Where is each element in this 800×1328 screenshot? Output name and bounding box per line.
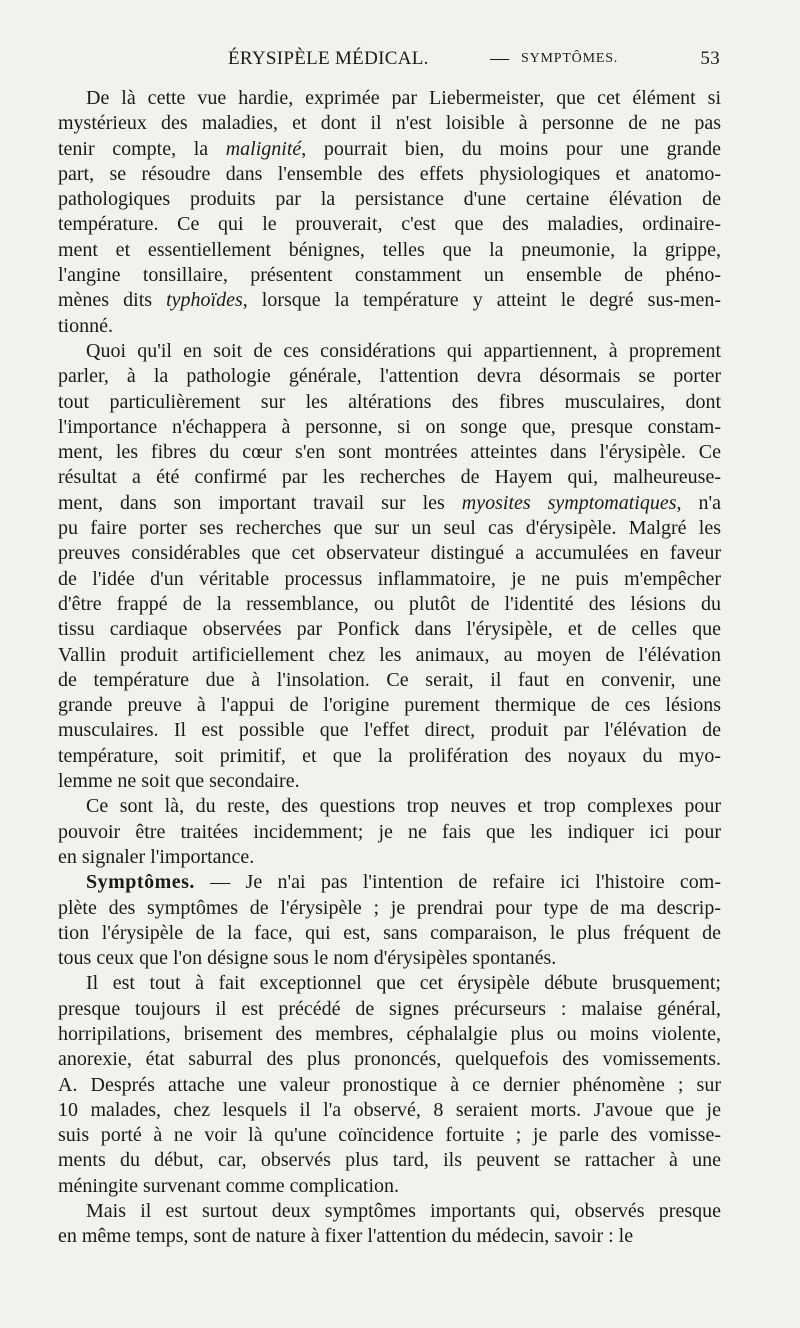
- running-title: ÉRYSIPÈLE MÉDICAL.: [228, 48, 429, 69]
- text-line: en même temps, sont de nature à fixer l'attention du médecin, savoir : le: [58, 1225, 634, 1248]
- text-line: tissu cardiaque observées par Ponfick dans l'érysipèle, et de celles que: [58, 618, 721, 641]
- text-line: l'angine tonsillaire, présentent constamment un ensemble de phéno-: [58, 264, 721, 287]
- text-line: part, se résoudre dans l'ensemble des effets physiologiques et anatomo-: [58, 162, 721, 185]
- text-line: pouvoir être traitées incidemment; je ne fais que les indiquer ici pour: [58, 820, 721, 843]
- text-line: Mais il est surtout deux symptômes importants qui, observés presque: [86, 1200, 721, 1223]
- text-line: tous ceux que l'on désigne sous le nom d'érysipèles spontanés.: [58, 947, 557, 970]
- text-line: température. Ce qui le prouverait, c'est que des maladies, ordinaire-: [58, 213, 721, 236]
- text-line: grande preuve à l'appui de l'origine purement thermique de ces lésions: [58, 694, 721, 717]
- italic-term: myosites symptomatiques: [461, 491, 677, 514]
- text-line: résultat a été confirmé par les recherches de Hayem qui, malheureuse-: [58, 466, 721, 489]
- text-line: ments du début, car, observés plus tard, ils peuvent se rattacher à une: [58, 1149, 721, 1172]
- text-line: parler, à la pathologie générale, l'attention devra désormais se porter: [58, 365, 721, 388]
- running-header: [60, 48, 720, 76]
- text-line: de température due à l'insolation. Ce serait, il faut en convenir, une: [58, 668, 721, 691]
- text-line: De là cette vue hardie, exprimée par Liebermeister, que cet élément si: [86, 87, 721, 109]
- text-line: anorexie, état saburral des plus prononcés, quelquefois des vomissements.: [58, 1048, 721, 1071]
- text-line: A. Després attache une valeur pronostique à ce dernier phénomène ; sur: [58, 1073, 721, 1096]
- text-line: température, soit primitif, et que la prolifération des noyaux du myo-: [58, 744, 721, 767]
- text-line: ment, dans son important travail sur les myosites symptomatiques, n'a: [58, 491, 721, 514]
- text-line: musculaires. Il est possible que l'effet direct, produit par l'élévation de: [58, 719, 721, 742]
- text-line: horripilations, brisement des membres, céphalalgie plus ou moins violente,: [58, 1022, 721, 1045]
- section-heading: Symptômes.: [86, 871, 195, 894]
- text-line: presque toujours il est précédé de signes précurseurs : malaise général,: [58, 997, 721, 1020]
- page-number: 53: [700, 48, 720, 69]
- text-line: Il est tout à fait exceptionnel que cet érysipèle débute brusquement;: [86, 972, 721, 995]
- page-body-text: [58, 86, 721, 1250]
- text-line: preuves considérables que cet observateur distingué a accumulées en faveur: [58, 542, 721, 565]
- text-line: ment et essentiellement bénignes, telles que la pneumonie, la grippe,: [58, 238, 721, 261]
- text-line: méningite survenant comme complication.: [58, 1174, 400, 1197]
- text-line: plète des symptômes de l'érysipèle ; je prendrai pour type de ma descrip-: [58, 896, 721, 919]
- text-line: Ce sont là, du reste, des questions trop neuves et trop complexes pour: [86, 795, 721, 818]
- text-line: mènes dits typhoïdes, lorsque la température y atteint le degré sus-men-: [58, 289, 721, 312]
- text-line: lemme ne soit que secondaire.: [58, 770, 300, 793]
- text-line: pu faire porter ses recherches que sur un seul cas d'érysipèle. Malgré les: [58, 517, 721, 540]
- text-line: tout particulièrement sur les altérations des fibres musculaires, dont: [58, 390, 721, 413]
- text-line: d'être frappé de la ressemblance, ou plutôt de l'identité des lésions du: [58, 592, 721, 615]
- text-line: 10 malades, chez lesquels il l'a observé, 8 seraient morts. J'avoue que je: [58, 1098, 721, 1121]
- italic-term: typhoïdes: [166, 289, 243, 312]
- text-line: Quoi qu'il en soit de ces considérations qui appartiennent, à proprement: [86, 339, 721, 362]
- running-section: SYMPTÔMES.: [521, 51, 619, 66]
- text-line: tion l'érysipèle de la face, qui est, sans comparaison, le plus fréquent de: [58, 921, 721, 944]
- text-line: suis porté à ne voir là qu'une coïncidence fortuite ; je parle des vomisse-: [58, 1124, 721, 1147]
- text-line: l'importance n'échappera à personne, si on songe que, presque constam-: [58, 415, 721, 438]
- italic-term: malignité: [225, 137, 302, 160]
- header-separator: —: [490, 48, 510, 69]
- text-line: pathologiques produits par la persistance d'une certaine élévation de: [58, 188, 721, 211]
- text-line: Vallin produit artificiellement chez les animaux, au moyen de l'élévation: [58, 643, 721, 666]
- text-line: ment, les fibres du cœur s'en sont montrées atteintes dans l'érysipèle. Ce: [58, 441, 721, 464]
- text-line: Symptômes. — Je n'ai pas l'intention de refaire ici l'histoire com-: [86, 871, 721, 894]
- text-line: tenir compte, la malignité, pourrait bien, du moins pour une grande: [58, 137, 722, 160]
- text-line: mystérieux des maladies, et dont il n'est loisible à personne de ne pas: [58, 112, 721, 135]
- text-line: tionné.: [58, 314, 113, 337]
- text-line: de l'idée d'un véritable processus inflammatoire, je ne puis m'empêcher: [58, 567, 721, 590]
- text-line: en signaler l'importance.: [58, 845, 255, 868]
